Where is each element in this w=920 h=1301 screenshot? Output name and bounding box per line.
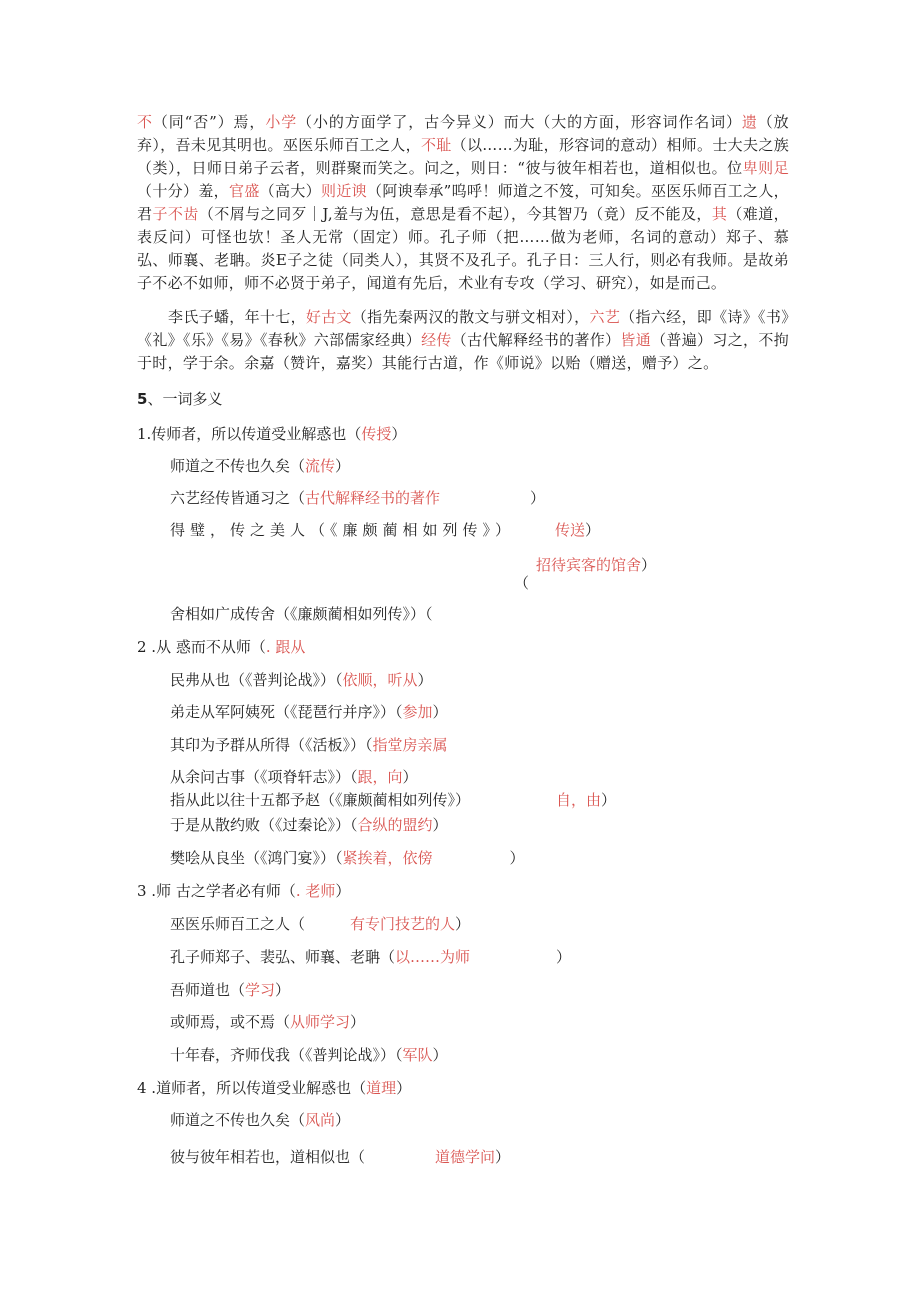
highlighted-term: 皆通 — [620, 331, 652, 349]
passage-paragraph-2 — [137, 306, 789, 375]
entry-meaning: 自，由 — [556, 791, 602, 809]
entry-close: ） — [585, 521, 601, 539]
passage-text: 李氏子蟠，年十七， — [168, 308, 306, 326]
entry-line — [170, 790, 616, 810]
entry-meaning: 合纵的盟约 — [357, 816, 433, 834]
passage-text: （普遍）习之，不拘于时，学于余。余嘉（赞许，嘉奖）其能行古道，作《师说》以贻（赠送，赠予）之。 — [137, 331, 789, 372]
entry-close: ） — [417, 671, 433, 689]
passage-text: （阿谀奉承”呜呼！师道之不笈，可知矣。巫医乐师百工之人，君 — [137, 182, 789, 223]
entry-close: ） — [556, 948, 572, 966]
entry-line — [170, 456, 350, 476]
entry-close: ） — [335, 457, 351, 475]
entry-meaning: 从师学习 — [290, 1013, 351, 1031]
highlighted-term: 子不齿 — [152, 205, 199, 223]
entry-meaning: 以……为师 — [395, 948, 471, 966]
entry-line — [137, 881, 350, 901]
passage-text: （放弃），吾未见其明也。巫医乐师百工之人， — [137, 113, 789, 154]
passage-text: （古代解释经书的著作） — [451, 331, 621, 349]
entry-text: 六艺经传皆通习之（ — [170, 489, 306, 507]
entry-text: 吾师道也（ — [170, 981, 246, 999]
entry-text: 樊哙从良坐（《鸿门宴》）（ — [170, 849, 343, 867]
section-heading — [137, 388, 222, 409]
entry-close: ） — [509, 849, 525, 867]
entry-close: ） — [350, 1013, 366, 1031]
passage-text: （小的方面学了，古今异义）而大（大的方面，形容词作名词） — [297, 113, 742, 131]
entry-meaning: 参加 — [402, 703, 433, 721]
highlighted-term: 经传 — [421, 331, 452, 349]
entry-meaning: 有专门技艺的人 — [350, 915, 456, 933]
entry-line — [170, 980, 290, 1000]
entry-text: （ — [514, 574, 530, 592]
section-number: 5 — [137, 390, 148, 408]
highlighted-term: 卑则足 — [742, 159, 789, 177]
entry-close: ） — [455, 915, 471, 933]
passage-text: （同“否”）焉， — [152, 113, 266, 131]
entry-meaning: 依顺，听从 — [342, 671, 418, 689]
entry-meaning: 招待宾客的馆舍 — [536, 556, 642, 574]
highlighted-term: 好古文 — [305, 308, 352, 326]
entry-line — [137, 424, 406, 444]
entry-text: 3 .师 古之学者必有师（ — [137, 882, 296, 900]
entry-close: ） — [391, 425, 407, 443]
entry-meaning: . 老师 — [295, 882, 336, 900]
entry-meaning: 学习 — [245, 981, 276, 999]
highlighted-term: 小学 — [265, 113, 298, 131]
entry-line — [170, 815, 448, 835]
entry-text: 其印为予群从所得（《活板》）（ — [170, 736, 373, 754]
entry-text: 于是从散约败（《过秦论》）（ — [170, 816, 358, 834]
entry-line — [170, 1012, 365, 1032]
entry-line — [170, 1147, 510, 1167]
entry-close: ） — [432, 1046, 448, 1064]
entry-line — [170, 670, 433, 690]
passage-text: （指六经，即《诗》《书》《礼》《乐》《易》《春秋》六部儒家经典） — [137, 308, 789, 349]
entry-close: ） — [495, 1148, 511, 1166]
entry-close: ） — [432, 816, 448, 834]
entry-meaning: 军队 — [402, 1046, 433, 1064]
passage-text: （高大） — [259, 182, 322, 200]
entry-text: 或师焉，或不焉（ — [170, 1013, 291, 1031]
entry-line — [170, 767, 418, 787]
entry-line — [170, 604, 433, 624]
entry-close: ） — [641, 556, 657, 574]
entry-text: 弟走从军阿姨死（《琵琶行并序》）（ — [170, 703, 403, 721]
entry-line — [170, 848, 525, 868]
section-title: 、一词多义 — [147, 390, 223, 408]
entry-text: 师道之不传也久矣（ — [170, 1111, 306, 1129]
entry-close: ） — [601, 791, 617, 809]
highlighted-term: 六艺 — [589, 308, 621, 326]
passage-text: （指先秦两汉的散文与骈文相对）， — [351, 308, 590, 326]
highlighted-term: 则近谀 — [321, 182, 368, 200]
entry-text: 得璧，传之美人（《廉颇蔺相如列传》） — [170, 521, 516, 539]
entry-line — [170, 735, 448, 755]
entry-close: ） — [402, 768, 418, 786]
highlighted-term: 不耻 — [420, 136, 452, 154]
entry-line — [170, 914, 470, 934]
entry-meaning: . 跟从 — [265, 638, 306, 656]
entry-text: 舍相如广成传舍（《廉颇蔺相如列传》）（ — [170, 605, 433, 623]
entry-open-paren — [514, 573, 529, 593]
entry-close: ） — [530, 489, 546, 507]
entry-text: 十年春，齐师伐我（《普判论战》）（ — [170, 1046, 403, 1064]
entry-line — [170, 488, 545, 508]
entry-text: 2 .从 惑而不从师（ — [137, 638, 266, 656]
entry-text: 民弗从也（《普判论战》）（ — [170, 671, 343, 689]
entry-meaning: 古代解释经书的著作 — [305, 489, 441, 507]
entry-meaning: 道德学问 — [435, 1148, 496, 1166]
entry-meaning: 紧挨着，依傍 — [342, 849, 433, 867]
entry-line — [170, 520, 600, 540]
entry-text: 1.传师者，所以传道受业解惑也（ — [137, 425, 362, 443]
entry-line — [536, 555, 656, 575]
passage-paragraph-1 — [137, 111, 789, 295]
entry-meaning: 道理 — [366, 1079, 397, 1097]
entry-meaning: 跟，向 — [357, 768, 403, 786]
entry-meaning: 风尚 — [305, 1111, 336, 1129]
entry-text: 孔子师郑子、裴弘、师襄、老聃（ — [170, 948, 396, 966]
passage-text: （十分）羞， — [137, 182, 229, 200]
passage-text: （难道，表反问）可怪也欤！圣人无常（固定）师。孔子师（把……做为老师，名词的意动）郑子、慕弘、师襄、老聃。炎E子之徒（同类人），其贤不及孔子。孔子日：三人行，则必有我师。是故弟子不必不如师，师不必贤于弟子，闻道有先后，术业有专攻（学习、研究），如是而己。 — [137, 205, 789, 292]
passage-text: （不屑与之同歹｜J,羞与为伍，意思是看不起），今其智乃（竟）反不能及， — [198, 205, 712, 223]
highlighted-term: 不 — [137, 113, 153, 131]
entry-text: 4 .道师者，所以传道受业解惑也（ — [137, 1079, 367, 1097]
entry-close: ） — [275, 981, 291, 999]
entry-line — [137, 637, 305, 657]
entry-text: 巫医乐师百工之人（ — [170, 915, 306, 933]
entry-line — [170, 1045, 448, 1065]
entry-close: ） — [396, 1079, 412, 1097]
entry-meaning: 指堂房亲属 — [372, 736, 448, 754]
entry-text: 彼与彼年相若也，道相似也（ — [170, 1148, 366, 1166]
entry-close: ） — [432, 703, 448, 721]
highlighted-term: 官盛 — [229, 182, 260, 200]
entry-close: ） — [335, 1111, 351, 1129]
entry-meaning: 流传 — [305, 457, 336, 475]
entry-line — [137, 1078, 411, 1098]
entry-close: ） — [335, 882, 351, 900]
entry-text: 师道之不传也久矣（ — [170, 457, 306, 475]
entry-meaning: 传授 — [361, 425, 392, 443]
entry-line — [170, 1110, 350, 1130]
entry-line — [170, 702, 448, 722]
highlighted-term: 遗 — [741, 113, 758, 131]
entry-meaning: 传送 — [555, 521, 586, 539]
entry-text: 从余问古事（《项脊轩志》）（ — [170, 768, 358, 786]
entry-text: 指从此以往十五都予赵（《廉颇蔺相如列传》） — [170, 791, 471, 809]
passage-text: （以……为耻，形容词的意动）相师。士大夫之族（类），日师日弟子云者，则群聚而笑之。问之，则日：“彼与彼年相若也，道相似也。位 — [137, 136, 789, 177]
highlighted-term: 其 — [711, 205, 728, 223]
entry-line — [170, 947, 571, 967]
